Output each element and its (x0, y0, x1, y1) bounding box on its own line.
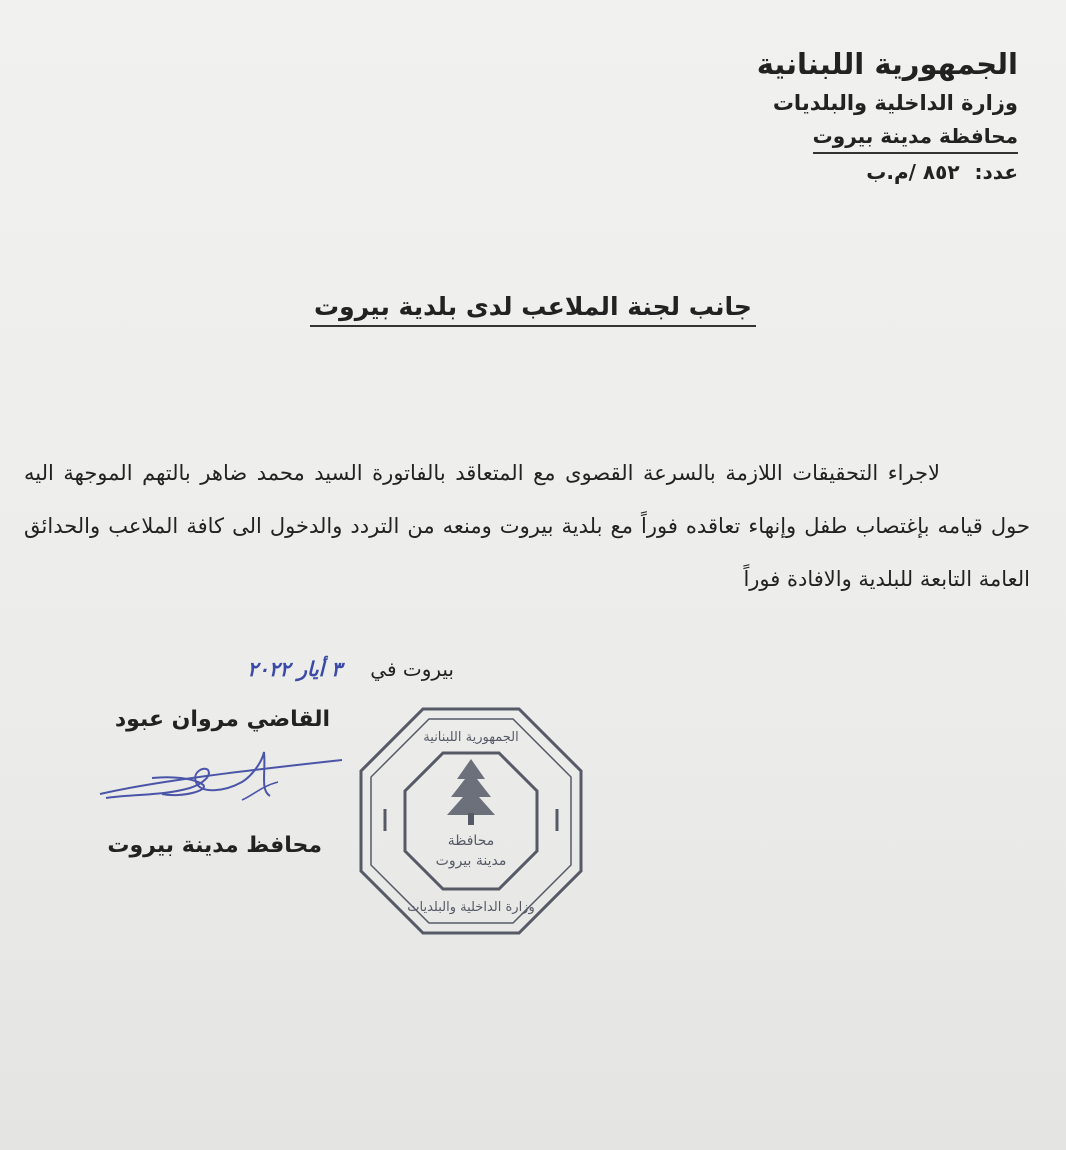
cedar-emblem-icon (447, 759, 495, 825)
stamp-outer-bottom: وزارة الداخلية والبلديات (407, 900, 535, 915)
reference-number-value: ٨٥٢ /م.ب (866, 160, 960, 184)
subject-text: جانب لجنة الملاعب لدى بلدية بيروت (310, 292, 756, 327)
body-paragraph: لاجراء التحقيقات اللازمة بالسرعة القصوى مع المتعاقد بالفاتورة السيد محمد ضاهر بالتهم الموجهة اليه حول قيامه بإغتصاب طفل وإنهاء تعاقده فوراً مع بلدية بيروت ومنعه من التردد والدخول الى كافة الملاعب والحدائق العامة التابعة للبلدية والافادة فوراً (24, 461, 1030, 591)
republic-title: الجمهورية اللبنانية (756, 47, 1018, 81)
ministry-name: وزارة الداخلية والبلديات (772, 91, 1018, 115)
stamp-outer-top: الجمهورية اللبنانية (423, 730, 519, 745)
signatory-name: القاضي مروان عبود (114, 707, 330, 732)
date-place: بيروت في (370, 657, 454, 681)
official-stamp (357, 705, 585, 937)
letter-body (24, 447, 1030, 606)
date-line (247, 652, 454, 686)
reference-number (638, 154, 1018, 190)
handwritten-signature (92, 742, 352, 824)
stamp-center-line1: محافظة (447, 833, 495, 849)
date-value: ٣ أيار ٢٠٢٢ (247, 657, 342, 681)
subject-line (0, 292, 1066, 327)
governorate-name: محافظة مدينة بيروت (813, 120, 1018, 154)
reference-number-label: عدد: (974, 160, 1018, 184)
letterhead (638, 42, 1018, 190)
stamp-center-line2: مدينة بيروت (435, 853, 507, 869)
signatory-title: محافظ مدينة بيروت (107, 833, 322, 858)
